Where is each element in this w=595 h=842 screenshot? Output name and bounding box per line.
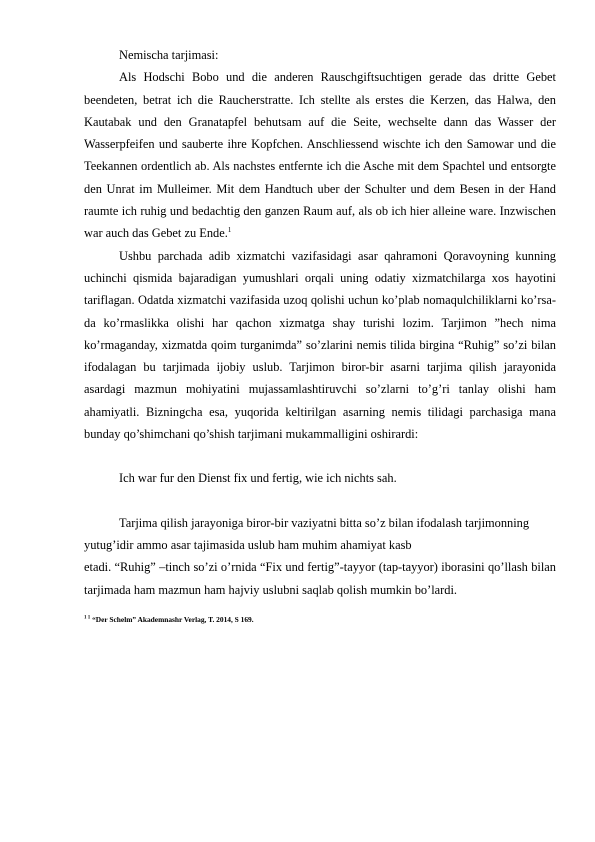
- german-quote: Ich war fur den Dienst fix und fertig, wie ich nichts sah.: [119, 471, 397, 486]
- conclusion-paragraph-second: etadi. “Ruhig” –tinch so’zi o’rnida “Fix und fertig”-tayyor (tap-tayyor) iborasini qo’llash bilan tarjimada ham mazmun ham hajviy uslubni saqlab qolish mumkin bo’lardi.: [84, 560, 556, 597]
- footnote-text: “Der Schelm” Akademnashr Verlag, T. 2014, S 169.: [92, 614, 254, 624]
- footnote-marker: 1 1: [84, 615, 91, 621]
- footnote: [84, 615, 556, 625]
- document-page: [84, 44, 556, 625]
- german-translation-paragraph: [84, 66, 556, 244]
- footnote-reference: 1: [227, 226, 232, 235]
- spacer: [84, 445, 556, 467]
- conclusion-paragraph-first: Tarjima qilish jarayoniga biror-bir vaziyatni bitta so’z bilan ifodalash tarjimonning yutug’idir ammo asar tajimasida uslub ham muhim ahamiyat kasb: [84, 515, 530, 552]
- section-heading: Nemischa tarjimasi:: [119, 48, 219, 62]
- german-translation-text: Als Hodschi Bobo und die anderen Rauschgiftsuchtigen gerade das dritte Gebet beendeten, betrat ich die Raucherstratte. Ich stellte als erstes die Kerzen, das Halwa, den Kautabak und den Granatapfel behutsam auf die Seite, wechselte dann das Wasser der Wasserpfeifen und sauberte ihre Kopfchen. Anschliessend wischte ich den Samowar und die Teekannen ordentlich ab. Als nachstes entfernte ich die Asche mit dem Spachtel und entsorgte den Unrat im Mulleimer. Mit dem Handtuch uber der Schulter und dem Besen in der Hand raumte ich ruhig und bedachtig den ganzen Raum auf, als ob ich hier alleine ware. Inzwischen war auch das Gebet zu Ende.: [84, 70, 556, 241]
- spacer: [84, 490, 556, 512]
- analysis-paragraph: Ushbu parchada adib xizmatchi vazifasidagi asar qahramoni Qoravoyning kunning uchinchi qismida bajaradigan yumushlari orqali uning odatiy xizmatchilarga xos hayotini tariflagan. Odatda xizmatchi vazifasida uzoq qolishi uchun ko’plab nomaqulchiliklarni ko’rsa-da ko’rmaslikka olishi har qachon xizmatga shay turishi lozim. Tarjimon ”hech nima ko’rmaganday, xizmatda qoim turganimda” so’zlarini nemis tilida birgina “Ruhig” so’zi bilan ifodalagan bu tarjimada ijobiy uslub. Tarjimon biror-bir asarni tarjima qilish jarayonida asardagi mazmun mohiyatini mujassamlashtiruvchi so’zlarni to’g’ri tanlay olishi ham ahamiyatli. Bizningcha esa, yuqorida keltirilgan asarning nemis tilidagi parchasiga mana bunday qo’shimchani qo’shish tarjimani mukammalligini oshirardi:: [84, 248, 556, 442]
